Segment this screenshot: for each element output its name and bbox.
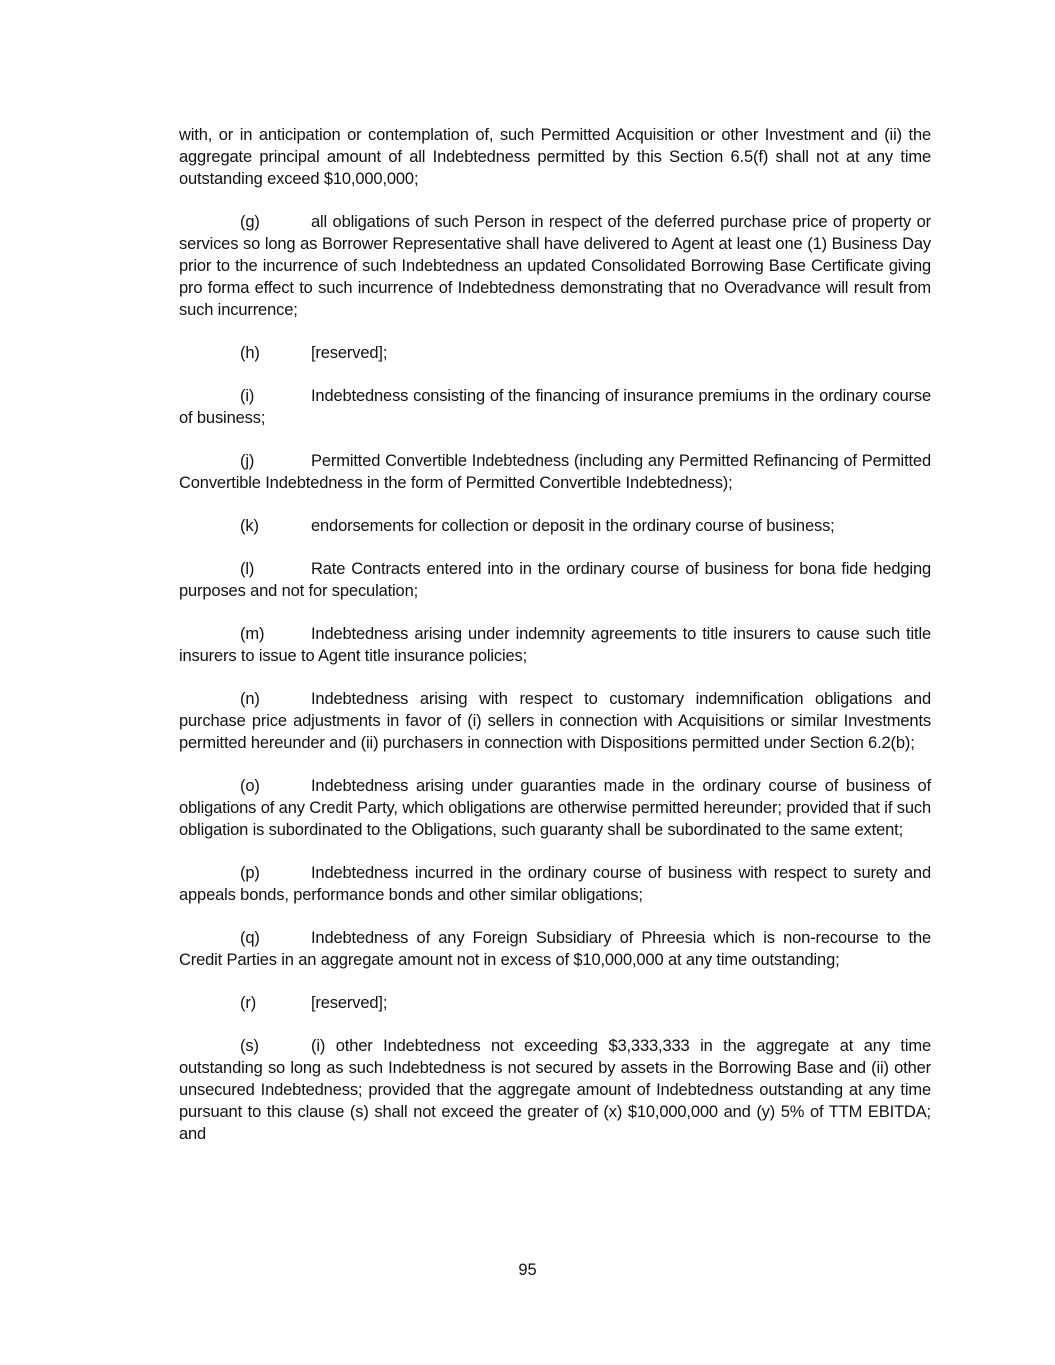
clause-q: [179, 927, 931, 971]
clause-text: Indebtedness consisting of the financing of insurance premiums in the ordinary course of business;: [179, 387, 931, 427]
clause-label: (i): [240, 387, 255, 405]
clause-label: (k): [240, 517, 259, 535]
clause-text: Indebtedness arising under guaranties made in the ordinary course of business of obligations of any Credit Party, which obligations are otherwise permitted hereunder; provided that if such obligation is subordinated to the Obligations, such guaranty shall be subordinated to the same extent;: [179, 777, 931, 839]
clause-h: [179, 342, 931, 364]
clause-text: Rate Contracts entered into in the ordinary course of business for bona fide hedging purposes and not for speculation;: [179, 560, 931, 600]
clause-s: [179, 1035, 931, 1145]
clause-text: [reserved];: [311, 994, 388, 1012]
clause-p: [179, 862, 931, 906]
continuation-paragraph: with, or in anticipation or contemplation of, such Permitted Acquisition or other Investment and (ii) the aggregate principal amount of all Indebtedness permitted by this Section 6.5(f) shall not at any time outstanding exceed $10,000,000;: [179, 126, 931, 188]
clause-label: (q): [240, 929, 260, 947]
clause-text: (i) other Indebtedness not exceeding $3,333,333 in the aggregate at any time outstanding so long as such Indebtedness is not secured by assets in the Borrowing Base and (ii) other unsecured Indebtedness; provided that the aggregate amount of Indebtedness outstanding at any time pursuant to this clause (s) shall not exceed the greater of (x) $10,000,000 and (y) 5% of TTM EBITDA; and: [179, 1037, 931, 1143]
clause-text: Indebtedness arising with respect to customary indemnification obligations and purchase price adjustments in favor of (i) sellers in connection with Acquisitions or similar Investments permitted hereunder and (ii) purchasers in connection with Dispositions permitted under Section 6.2(b);: [179, 690, 931, 752]
clause-text: endorsements for collection or deposit in the ordinary course of business;: [311, 517, 835, 535]
clause-label: (n): [240, 690, 260, 708]
clause-text: [reserved];: [311, 344, 388, 362]
page-body: [179, 124, 931, 1166]
clause-text: all obligations of such Person in respect of the deferred purchase price of property or services so long as Borrower Representative shall have delivered to Agent at least one (1) Business Day prior to the incurrence of such Indebtedness an updated Consolidated Borrowing Base Certificate giving pro forma effect to such incurrence of Indebtedness demonstrating that no Overadvance will result from such incurrence;: [179, 213, 931, 319]
clause-label: (h): [240, 344, 260, 362]
page-number: 95: [518, 1261, 537, 1279]
clause-label: (l): [240, 560, 255, 578]
clause-g: [179, 211, 931, 321]
clause-n: [179, 688, 931, 754]
clause-label: (p): [240, 864, 260, 882]
clause-text: Indebtedness arising under indemnity agreements to title insurers to cause such title insurers to issue to Agent title insurance policies;: [179, 625, 931, 665]
clause-l: [179, 558, 931, 602]
clause-label: (m): [240, 625, 265, 643]
clause-j: [179, 450, 931, 494]
clause-label: (r): [240, 994, 257, 1012]
clause-text: Indebtedness of any Foreign Subsidiary of Phreesia which is non-recourse to the Credit Parties in an aggregate amount not in excess of $10,000,000 at any time outstanding;: [179, 929, 931, 969]
clause-label: (s): [240, 1037, 259, 1055]
clause-k: [179, 515, 931, 537]
clause-m: [179, 623, 931, 667]
clause-text: Permitted Convertible Indebtedness (including any Permitted Refinancing of Permitted Convertible Indebtedness in the form of Permitted Convertible Indebtedness);: [179, 452, 931, 492]
clause-label: (j): [240, 452, 255, 470]
clause-i: [179, 385, 931, 429]
clause-o: [179, 775, 931, 841]
clause-label: (g): [240, 213, 260, 231]
clause-label: (o): [240, 777, 260, 795]
clause-r: [179, 992, 931, 1014]
clause-text: Indebtedness incurred in the ordinary course of business with respect to surety and appeals bonds, performance bonds and other similar obligations;: [179, 864, 931, 904]
